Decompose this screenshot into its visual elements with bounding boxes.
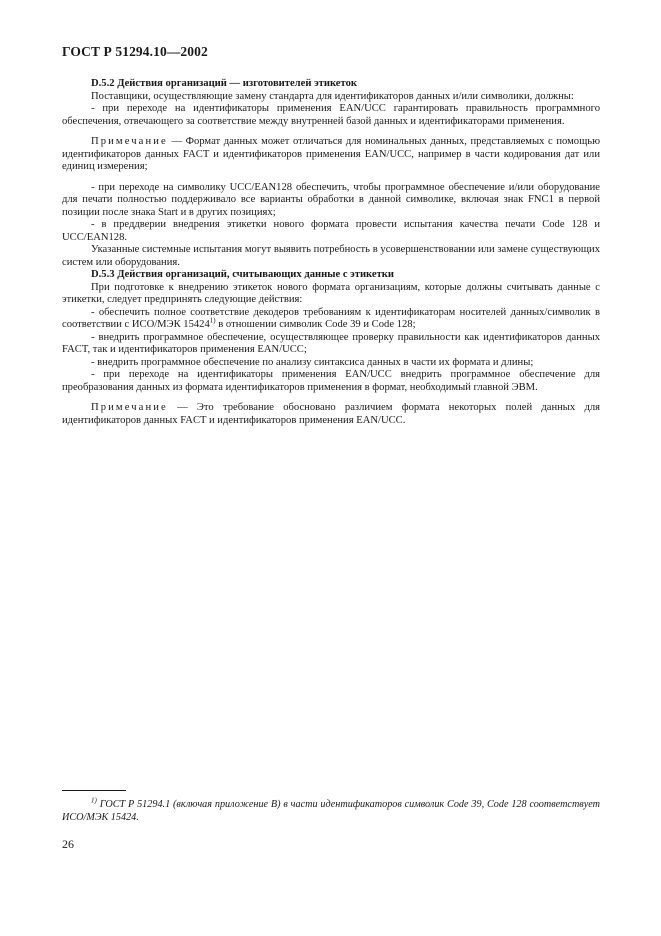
list-item xyxy=(62,307,600,332)
list-item: - при переходе на символику UCC/EAN128 обеспечить, чтобы программное обеспечение и/или оборудование для печати полностью поддерживало все варианты обработки в данной символике, включая знак FNC1 в первой позиции после знака Start и в других позициях; xyxy=(62,181,600,218)
list-item: - при переходе на идентификаторы применения EAN/UCC гарантировать правильность программного обеспечения, отвечающего за соответствие между внутренней базой данных и идентификаторами применения. xyxy=(62,103,600,127)
list-item: - в преддверии внедрения этикетки нового формата провести испытания качества печати Code 128 и UCC/EAN128. xyxy=(62,219,600,243)
paragraph: Указанные системные испытания могут выявить потребность в усовершенствовании или замене существующих систем или оборудования. xyxy=(62,244,600,268)
note-label: Примечание xyxy=(91,402,168,413)
note-label: Примечание xyxy=(91,136,168,147)
document-body xyxy=(62,78,600,427)
footnote-text: ГОСТ Р 51294.1 (включая приложение В) в части идентификаторов символик Code 39, Code 128 соответствует ИСО/МЭК 15424. xyxy=(62,799,600,823)
list-item: - внедрить программное обеспечение, осуществляющее проверку правильности как идентификаторов данных FACT, так и идентификаторов применения EAN/UCC; xyxy=(62,331,600,355)
list-item-text: в отношении символик Code 39 и Code 128; xyxy=(215,319,416,330)
list-item: - при переходе на идентификаторы применения EAN/UCC внедрить программное обеспечение для преобразования данных из формата идентификаторов применения в формат, необходимый главной ЭВМ. xyxy=(62,369,600,393)
footnote-paragraph xyxy=(62,798,600,824)
section-heading-d52: D.5.2 Действия организаций — изготовителей этикеток xyxy=(91,78,357,89)
note-paragraph xyxy=(62,402,600,427)
page-number: 26 xyxy=(62,837,74,851)
footnote xyxy=(62,798,600,824)
note-text: — Это требование обосновано различием формата некоторых полей данных для идентификаторов данных FACT и идентификаторов применения EAN/UCC. xyxy=(62,402,600,426)
footnote-mark: 1) xyxy=(91,796,97,805)
section-heading-d53: D.5.3 Действия организаций, считывающих данные с этикетки xyxy=(91,269,395,280)
footnote-reference: 1) xyxy=(209,316,216,325)
footnote-divider xyxy=(62,790,126,791)
list-item: - внедрить программное обеспечение по анализу синтаксиса данных в части их формата и длины; xyxy=(91,356,534,368)
document-header: ГОСТ Р 51294.10—2002 xyxy=(62,44,208,59)
note-text: — Формат данных может отличаться для номинальных данных, представляемых с помощью идентификаторов данных FACT и идентификаторов применения EAN/UCC, например в части кодирования дат или единиц измерения; xyxy=(62,136,600,172)
paragraph: При подготовке к внедрению этикеток нового формата организациям, которые должны считывать данные с этикетки, следует предпринять следующие действия: xyxy=(62,281,600,305)
paragraph: Поставщики, осуществляющие замену стандарта для идентификаторов данных и/или символики, должны: xyxy=(91,90,574,102)
list-item-text: - обеспечить полное соответствие декодеров требованиям к идентификаторам носителей данных/символик в соответствии с ИСО/МЭК 15424 xyxy=(62,306,600,330)
note-paragraph xyxy=(62,136,600,174)
